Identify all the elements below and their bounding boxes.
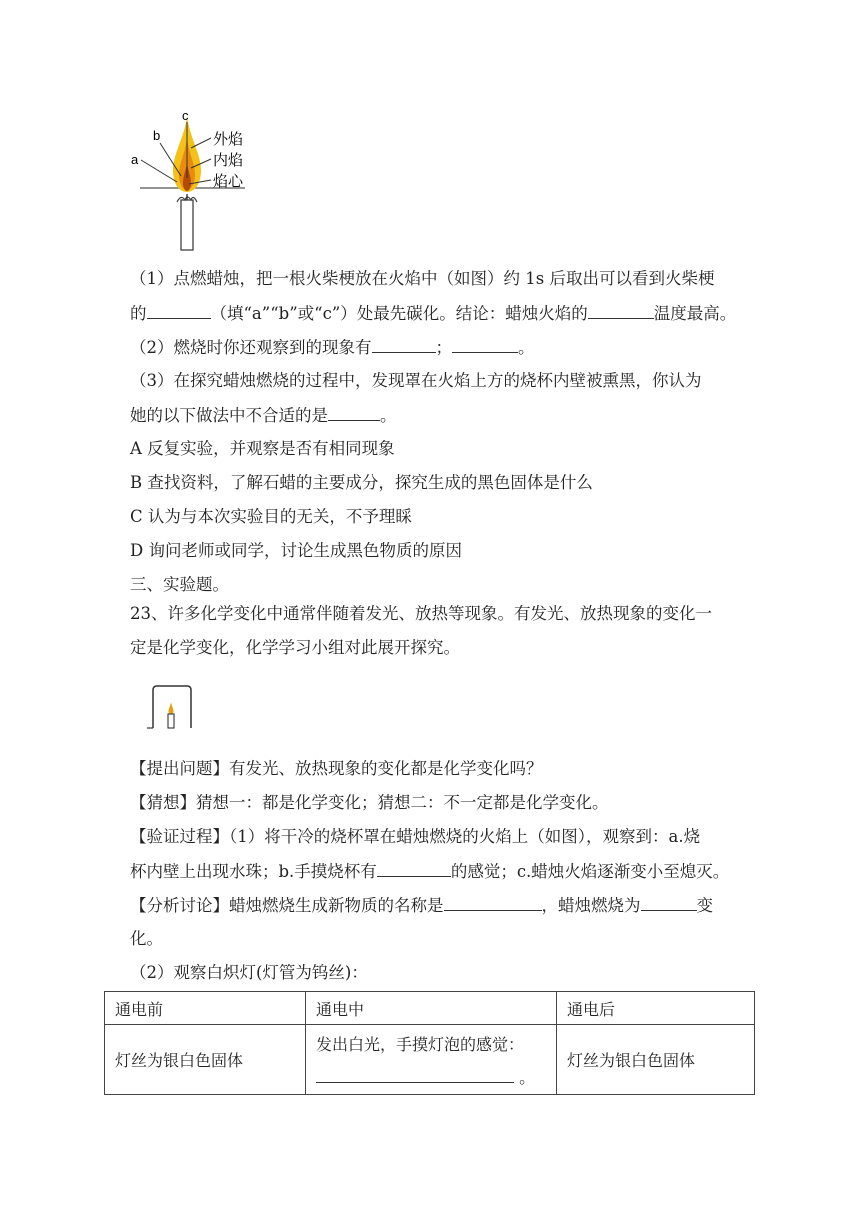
observe-line: （2）观察白炽灯(灯管为钨丝)： xyxy=(130,963,368,982)
q3-line1: （3）在探究蜡烛燃烧的过程中，发现罩在火焰上方的烧杯内壁被熏黑，你认为 xyxy=(130,371,702,390)
label-c: c xyxy=(182,108,189,123)
small-candle xyxy=(168,714,174,728)
option-a: A 反复实验，并观察是否有相同现象 xyxy=(130,439,395,458)
label-a: a xyxy=(131,152,139,167)
q23-line1: 23、许多化学变化中通常伴随着发光、放热等现象。有发光、放热现象的变化一 xyxy=(130,604,712,623)
pointer-a xyxy=(141,160,177,182)
section-title: 三、实验题。 xyxy=(130,575,229,594)
q1-line2: 的 （填“a”“b”或“c”）处最先碳化。结论：蜡烛火焰的 温度最高。 xyxy=(130,304,737,323)
q23-line2: 定是化学变化，化学学习小组对此展开探究。 xyxy=(130,638,460,657)
blank-bulb-feeling[interactable] xyxy=(316,1066,514,1083)
option-c: C 认为与本次实验目的无关，不予理睬 xyxy=(130,507,412,526)
label-b: b xyxy=(153,128,161,143)
analysis-line2: 化。 xyxy=(130,929,163,948)
small-flame xyxy=(169,702,174,714)
blank-position[interactable] xyxy=(147,302,211,319)
candle-body xyxy=(181,200,193,250)
label-inner-flame: 内焰 xyxy=(213,151,244,169)
q3-line2: 她的以下做法中不合适的是 。 xyxy=(130,406,397,425)
blank-feeling[interactable] xyxy=(377,860,451,877)
header-after: 通电后 xyxy=(557,992,755,1025)
q2-line: （2）燃烧时你还观察到的现象有 ； 。 xyxy=(130,338,535,357)
cell-during: 发出白光，手摸灯泡的感觉： 。 xyxy=(306,1025,557,1095)
raise-question: 【提出问题】有发光、放热现象的变化都是化学变化吗？ xyxy=(130,759,543,778)
blank-flame-part[interactable] xyxy=(588,302,654,319)
observation-table xyxy=(104,991,755,1095)
candle-flame-figure xyxy=(125,108,265,253)
cell-before: 灯丝为银白色固体 xyxy=(105,1025,306,1095)
header-during: 通电中 xyxy=(306,992,557,1025)
verify-line2: 杯内壁上出现水珠；b.手摸烧杯有 的感觉；c.蜡烛火焰逐渐变小至熄灭。 xyxy=(130,862,730,881)
verify-line1: 【验证过程】（1）将干冷的烧杯罩在蜡烛燃烧的火焰上（如图），观察到：a.烧 xyxy=(130,827,701,846)
table-row xyxy=(105,1025,755,1095)
option-b: B 查找资料，了解石蜡的主要成分，探究生成的黑色固体是什么 xyxy=(130,473,593,492)
blank-phenomenon-1[interactable] xyxy=(372,336,436,353)
guess-line: 【猜想】猜想一：都是化学变化；猜想二：不一定都是化学变化。 xyxy=(130,793,609,812)
blank-change-type[interactable] xyxy=(641,894,697,911)
blank-phenomenon-2[interactable] xyxy=(452,336,518,353)
header-before: 通电前 xyxy=(105,992,306,1025)
option-d: D 询问老师或同学，讨论生成黑色物质的原因 xyxy=(130,541,462,560)
analysis-line1: 【分析讨论】蜡烛燃烧生成新物质的名称是 ，蜡烛燃烧为 变 xyxy=(130,896,713,915)
cell-after: 灯丝为银白色固体 xyxy=(557,1025,755,1095)
q1-line1: （1）点燃蜡烛，把一根火柴梗放在火焰中（如图）约 1s 后取出可以看到火柴梗 xyxy=(130,269,715,288)
blank-answer-q3[interactable] xyxy=(328,404,380,421)
beaker-candle-figure xyxy=(145,684,195,730)
table-header-row xyxy=(105,992,755,1025)
label-flame-core: 焰心 xyxy=(213,172,244,190)
label-outer-flame: 外焰 xyxy=(213,130,244,148)
blank-product-name[interactable] xyxy=(444,894,542,911)
